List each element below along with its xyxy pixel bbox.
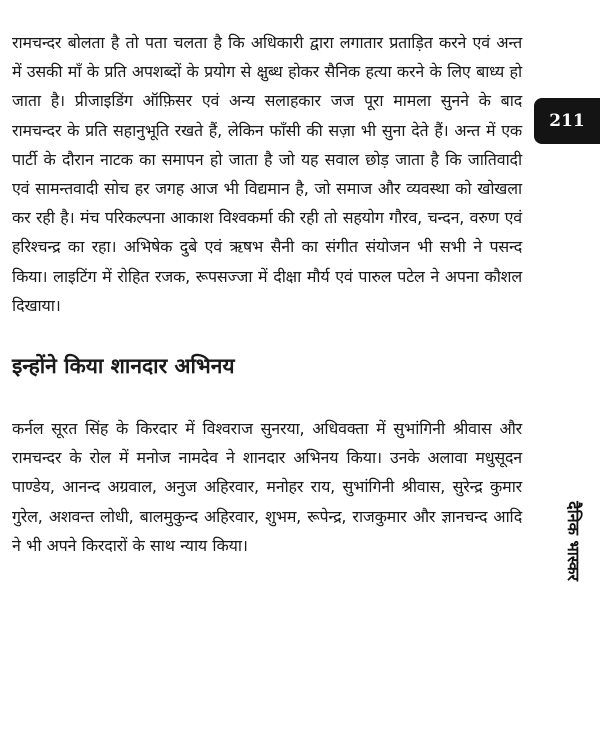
article-paragraph-2: कर्नल सूरत सिंह के किरदार में विश्वराज सुनरया, अधिवक्ता में सुभांगिनी श्रीवास और रामचन्दर के रोल में मनोज नामदेव ने शानदार अभिनय किया। उनके अलावा मधुसूदन पाण्डेय, आनन्द अग्रवाल, अनुज अहिरवार, मनोहर राय, सुभांगिनी श्रीवास, सुरेन्द्र कुमार गुरेल, अशवन्त लोधी, बालमुकुन्द अहिरवार, शुभम, रूपेन्द्र, राजकुमार और ज्ञानचन्द आदि ने भी अपने किरदारों के साथ न्याय किया। [12,419,522,555]
section-heading: इन्होंने किया शानदार अभिनय [12,354,235,378]
page-number-tab [534,98,600,144]
article-paragraph-1: रामचन्दर बोलता है तो पता चलता है कि अधिकारी द्वारा लगातार प्रताड़ित करने एवं अन्त में उसकी माँ के प्रति अपशब्दों के प्रयोग से क्षुब्ध होकर सैनिक हत्या करने के लिए बाध्य हो जाता है। प्रीजाइडिंग ऑफ़िसर एवं अन्य सलाहकार जज पूरा मामला सुनने के बाद रामचन्दर के प्रति सहानुभूति रखते हैं, लेकिन फाँसी की सज़ा भी सुना देते हैं। अन्त में एक पार्टी के दौरान नाटक का समापन हो जाता है जो यह सवाल छोड़ जाता है कि जातिवादी एवं सामन्तवादी सोच हर जगह आज भी विद्यमान है, जो समाज और व्यवस्था को खोखला कर रही है। मंच परिकल्पना आकाश विश्वकर्मा की रही तो सहयोग गौरव, चन्दन, वरुण एवं हरिश्चन्द्र का रहा। अभिषेक दुबे एवं ऋषभ सैनी का संगीत संयोजन भी सभी ने पसन्द किया। लाइटिंग में रोहित रजक, रूपसज्जा में दीक्षा मौर्य एवं पारुल पटेल ने अपना कौशल दिखाया। [12,33,522,315]
page-number: 211 [549,111,585,131]
publication-logo [562,498,586,584]
publication-logo-text: दैनिक भास्कर [564,501,584,581]
